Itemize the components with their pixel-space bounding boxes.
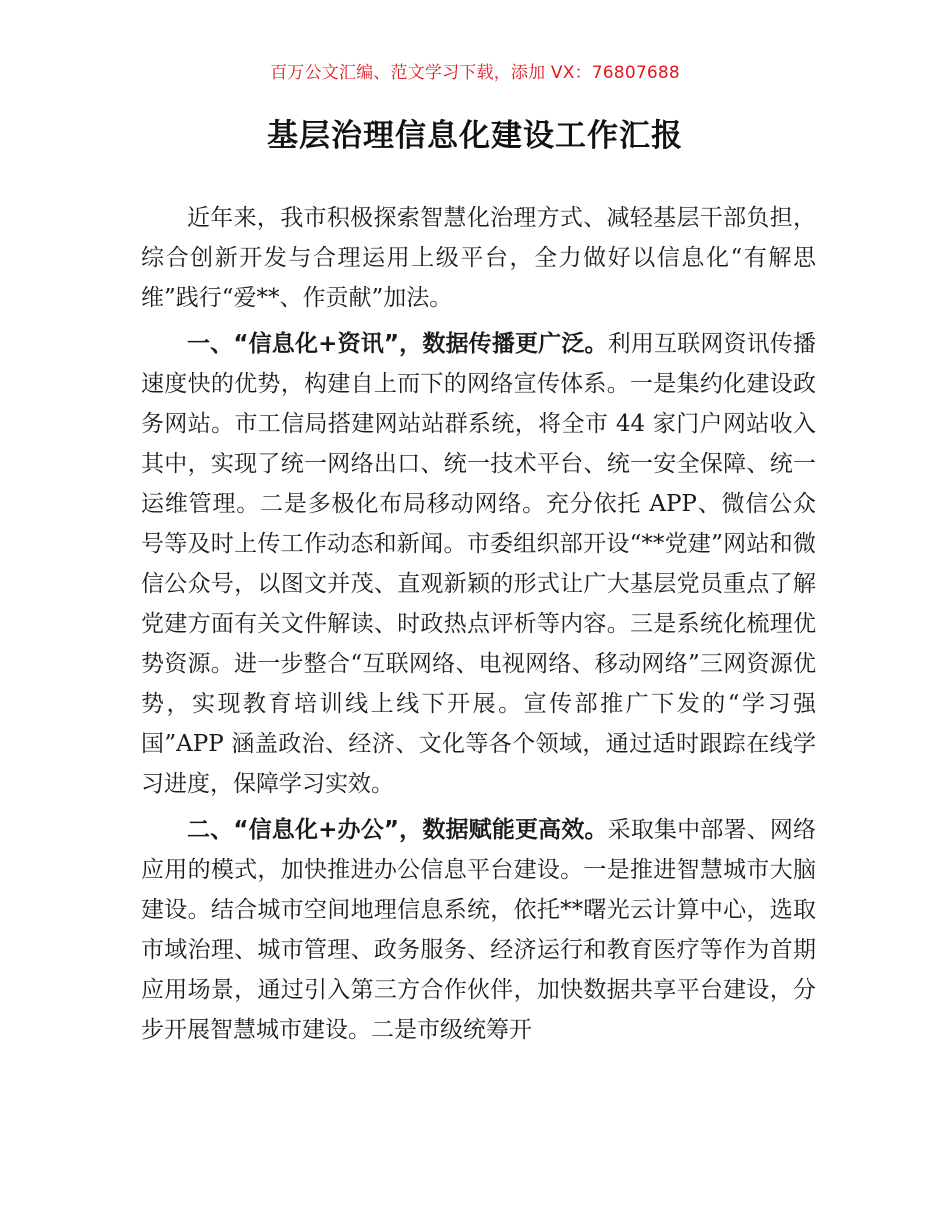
page-title: 基层治理信息化建设工作汇报 (267, 118, 683, 154)
section-1-text: 利用互联网资讯传播速度快的优势，构建自上而下的网络宣传体系。一是集约化建设政务网站。市工信局搭建网站站群系统，将全市 44 家门户网站收入其中，实现了统一网络出口、统一技术平台、统一安全保障、统一运维管理。二是多极化布局移动网络。充分依托 APP、微信公众号等及时上传工作动态和新闻。市委组织部开设“**党建”网站和微信公众号，以图文并茂、直观新颖的形式让广大基层党员重点了解党建方面有关文件解读、时政热点评析等内容。三是系统化梳理优势资源。进一步整合“互联网络、电视网络、移动网络”三网资源优势，实现教育培训线上线下开展。宣传部推广下发的“学习强国”APP 涵盖政治、经济、文化等各个领域，通过适时跟踪在线学习进度，保障学习实效。 (141, 331, 817, 797)
document-body (141, 198, 816, 1056)
watermark-banner: 百万公文汇编、范文学习下载，添加 VX：76807688 (270, 63, 680, 83)
section-1-paragraph (141, 324, 816, 804)
section-2-heading: 二、“信息化+办公”，数据赋能更高效。 (187, 817, 608, 843)
section-1-heading: 一、“信息化+资讯”，数据传播更广泛。 (187, 331, 608, 357)
intro-paragraph: 近年来，我市积极探索智慧化治理方式、减轻基层干部负担，综合创新开发与合理运用上级平台，全力做好以信息化“有解思维”践行“爱**、作贡献”加法。 (141, 205, 816, 311)
section-2-paragraph (141, 810, 816, 1050)
section-2-text: 采取集中部署、网络应用的模式，加快推进办公信息平台建设。一是推进智慧城市大脑建设。结合城市空间地理信息系统，依托**曙光云计算中心，选取市域治理、城市管理、政务服务、经济运行和教育医疗等作为首期应用场景，通过引入第三方合作伙伴，加快数据共享平台建设，分步开展智慧城市建设。二是市级统筹开 (141, 817, 817, 1043)
